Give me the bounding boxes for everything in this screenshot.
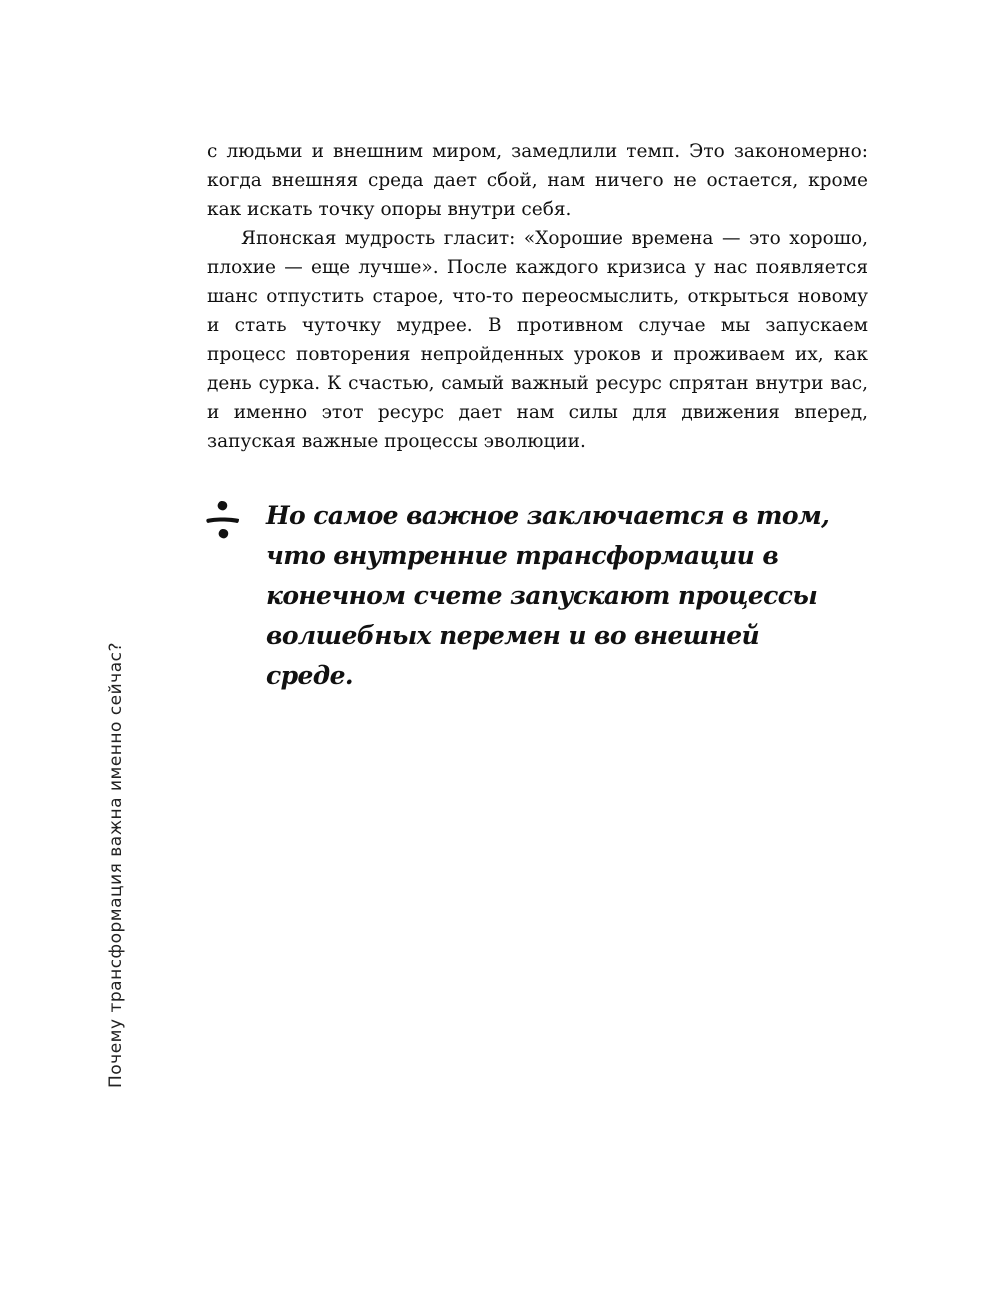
paragraph-1: с людьми и внешним миром, замедлили темп. Это закономерно: когда внешняя среда дает сбой, нам ничего не остается, кроме как искать точку опоры внутри себя. [207, 141, 868, 220]
callout-quote: Но самое важное заключается в том, что внутренние трансформации в конечном счете запускают процессы волшебных перемен и во внешней среде. [266, 501, 830, 690]
paragraph-2: Японская мудрость гласит: «Хорошие времена — это хорошо, плохие — еще лучше». После каждого кризиса у нас появляется шанс отпустить старое, что-то переосмыслить, открыться новому и стать чуточку мудрее. В противном случае мы запускаем процесс повторения непройденных уроков и проживаем их, как день сурка. К счастью, самый важный ресурс спрятан внутри вас, и именно этот ресурс дает нам силы для движения вперед, запуская важные процессы эволюции. [207, 228, 868, 452]
running-head: Почему трансформация важна именно сейчас? [106, 641, 126, 1088]
main-text [207, 137, 868, 456]
divide-icon [205, 499, 241, 541]
